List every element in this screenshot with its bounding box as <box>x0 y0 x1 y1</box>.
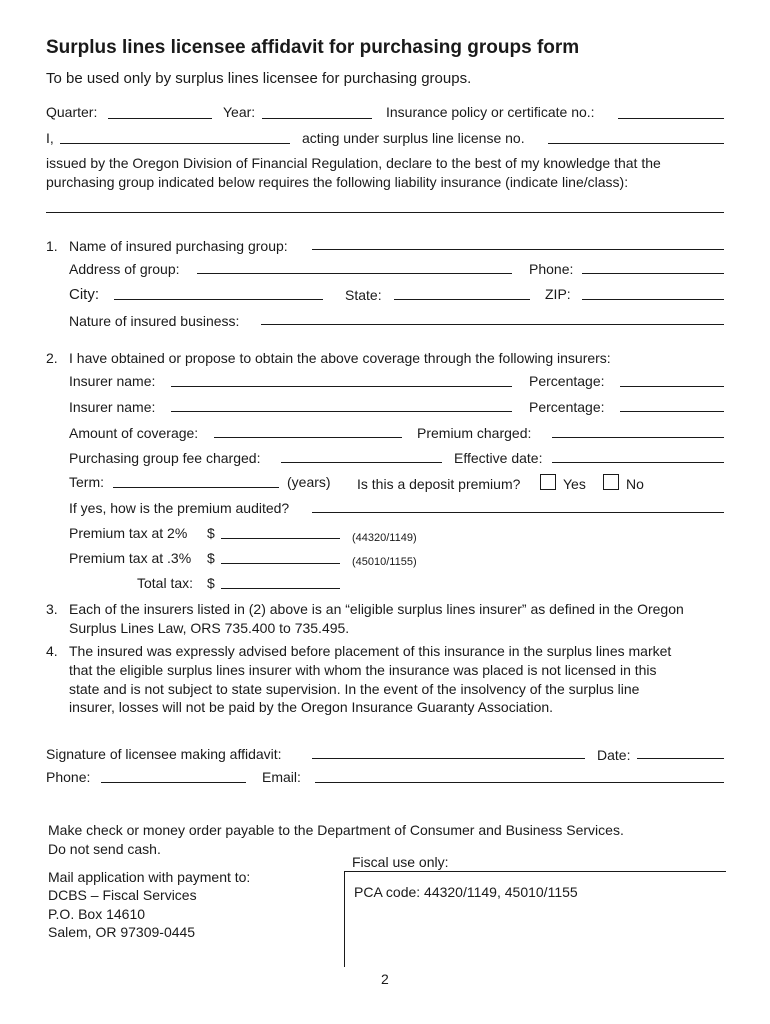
year-label: Year: <box>223 104 256 120</box>
nature-field[interactable] <box>261 324 724 325</box>
licensee-name-field[interactable] <box>60 143 290 144</box>
no-checkbox[interactable] <box>603 474 619 490</box>
group-name-field[interactable] <box>312 249 724 250</box>
total-currency: $ <box>207 575 215 591</box>
group-name-label: Name of insured purchasing group: <box>69 238 288 254</box>
form-title: Surplus lines licensee affidavit for purchasing groups form <box>46 37 580 58</box>
issued-text-line2: purchasing group indicated below requires the following liability insurance (indicate line/class): <box>46 174 629 190</box>
licensee-phone-label: Phone: <box>46 769 91 785</box>
group-phone-field[interactable] <box>582 273 724 274</box>
tax03-code: (45010/1155) <box>352 556 417 568</box>
section4-number: 4. <box>46 643 58 659</box>
city-label: City: <box>69 286 99 303</box>
tax03-currency: $ <box>207 550 215 566</box>
form-subtitle: To be used only by surplus lines licensee for purchasing groups. <box>46 70 472 87</box>
total-tax-label: Total tax: <box>137 575 194 591</box>
signature-label: Signature of licensee making affidavit: <box>46 746 282 762</box>
year-field[interactable] <box>262 118 372 119</box>
insurer2-field[interactable] <box>171 411 512 412</box>
address-field[interactable] <box>197 273 512 274</box>
no-cash-text: Do not send cash. <box>48 841 161 857</box>
total-tax-field[interactable] <box>221 588 340 589</box>
i-label: I, <box>46 130 54 146</box>
fiscal-box-left-border <box>344 871 345 967</box>
issued-text-line1: issued by the Oregon Division of Financial Regulation, declare to the best of my knowledge that the <box>46 155 661 171</box>
quarter-label: Quarter: <box>46 104 98 120</box>
tax2-field[interactable] <box>221 538 340 539</box>
term-field[interactable] <box>113 487 279 488</box>
policy-label: Insurance policy or certificate no.: <box>386 104 595 120</box>
fiscal-use-label: Fiscal use only: <box>352 854 449 870</box>
term-label: Term: <box>69 474 104 490</box>
audit-field[interactable] <box>312 512 724 513</box>
effective-label: Effective date: <box>454 450 543 466</box>
address-label: Address of group: <box>69 261 180 277</box>
premium-label: Premium charged: <box>417 425 532 441</box>
line-class-field[interactable] <box>46 212 724 213</box>
quarter-field[interactable] <box>108 118 212 119</box>
state-field[interactable] <box>394 299 530 300</box>
fee-label: Purchasing group fee charged: <box>69 450 261 466</box>
licensee-phone-field[interactable] <box>101 782 246 783</box>
phone-label: Phone: <box>529 261 574 277</box>
percent1-label: Percentage: <box>529 373 605 389</box>
section2-number: 2. <box>46 350 58 366</box>
tax2-label: Premium tax at 2% <box>69 525 188 541</box>
yes-checkbox[interactable] <box>540 474 556 490</box>
mail-label: Mail application with payment to: <box>48 869 251 885</box>
page-number: 2 <box>381 971 389 987</box>
deposit-question: Is this a deposit premium? <box>357 476 521 492</box>
section2-intro: I have obtained or propose to obtain the above coverage through the following insurers: <box>69 350 611 366</box>
section3-number: 3. <box>46 601 58 617</box>
section3-line1: Each of the insurers listed in (2) above is an “eligible surplus lines insurer” as defined in the Oregon <box>69 601 684 617</box>
section4-line3: state and is not subject to state supervision. In the event of the insolvency of the surplus line <box>69 681 640 697</box>
policy-number-field[interactable] <box>618 118 724 119</box>
tax03-label: Premium tax at .3% <box>69 550 192 566</box>
insurer1-field[interactable] <box>171 386 512 387</box>
email-field[interactable] <box>315 782 724 783</box>
fee-field[interactable] <box>281 462 442 463</box>
section3-line2: Surplus Lines Law, ORS 735.400 to 735.495. <box>69 620 350 636</box>
tax2-currency: $ <box>207 525 215 541</box>
license-number-field[interactable] <box>548 143 724 144</box>
signature-date-field[interactable] <box>637 758 724 759</box>
percent2-label: Percentage: <box>529 399 605 415</box>
nature-label: Nature of insured business: <box>69 313 240 329</box>
audit-question: If yes, how is the premium audited? <box>69 500 290 516</box>
city-field[interactable] <box>114 299 323 300</box>
date-label: Date: <box>597 747 631 763</box>
signature-field[interactable] <box>312 758 585 759</box>
tax2-code: (44320/1149) <box>352 532 417 544</box>
section4-line2: that the eligible surplus lines insurer with whom the insurance was placed is not licensed in this <box>69 662 657 678</box>
percent2-field[interactable] <box>620 411 724 412</box>
mail-address-line3: Salem, OR 97309-0445 <box>48 924 196 940</box>
state-label: State: <box>345 287 382 303</box>
zip-label: ZIP: <box>545 286 571 302</box>
effective-date-field[interactable] <box>552 462 724 463</box>
pca-code: PCA code: 44320/1149, 45010/1155 <box>354 884 578 900</box>
insurer1-label: Insurer name: <box>69 373 156 389</box>
percent1-field[interactable] <box>620 386 724 387</box>
check-payable-text: Make check or money order payable to the Department of Consumer and Business Services. <box>48 822 624 838</box>
amount-field[interactable] <box>214 437 402 438</box>
amount-label: Amount of coverage: <box>69 425 199 441</box>
acting-label: acting under surplus line license no. <box>302 130 525 146</box>
yes-label: Yes <box>563 476 586 492</box>
fiscal-box-top-border <box>344 871 726 872</box>
insurer2-label: Insurer name: <box>69 399 156 415</box>
mail-address-line2: P.O. Box 14610 <box>48 906 146 922</box>
tax03-field[interactable] <box>221 563 340 564</box>
mail-address-line1: DCBS – Fiscal Services <box>48 887 197 903</box>
premium-field[interactable] <box>552 437 724 438</box>
email-label: Email: <box>262 769 301 785</box>
section4-line1: The insured was expressly advised before placement of this insurance in the surplus lines market <box>69 643 672 659</box>
section1-number: 1. <box>46 238 58 254</box>
zip-field[interactable] <box>582 299 724 300</box>
years-label: (years) <box>287 474 331 490</box>
section4-line4: insurer, losses will not be paid by the Oregon Insurance Guaranty Association. <box>69 699 554 715</box>
no-label: No <box>626 476 644 492</box>
